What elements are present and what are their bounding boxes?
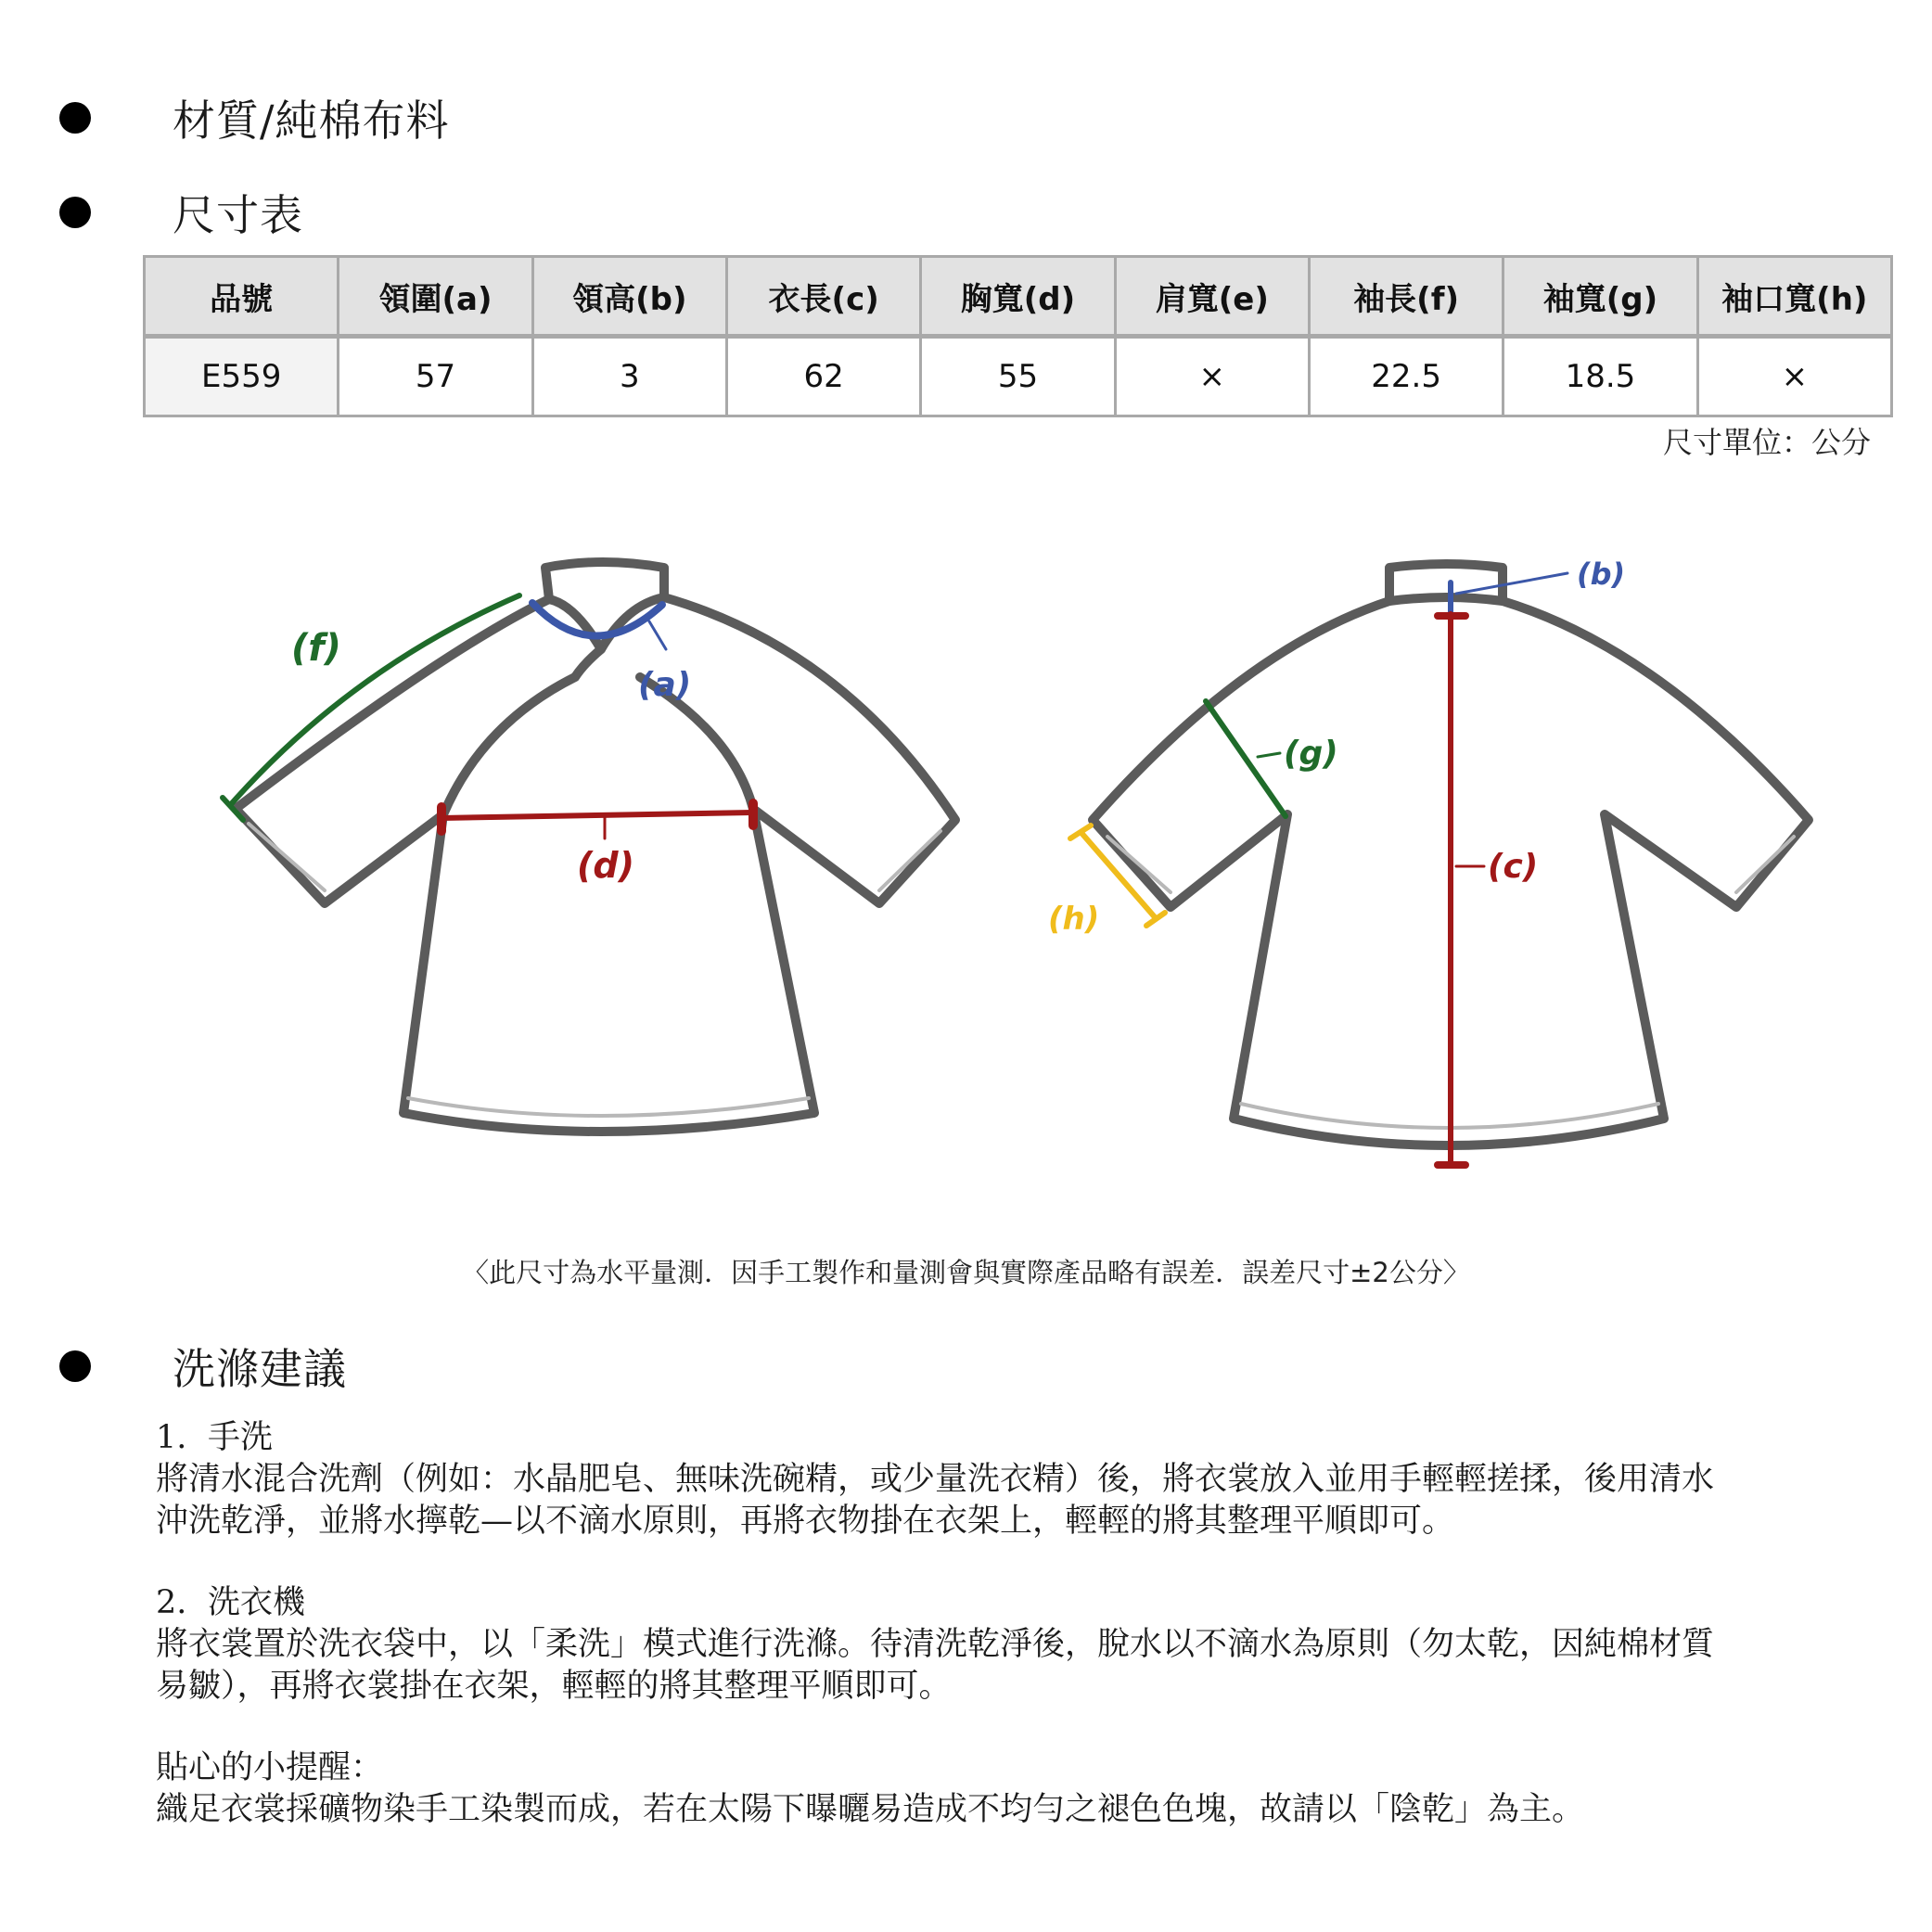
wash-item-title: 手洗 (208, 1419, 274, 1456)
wash-item-text: 沖洗乾淨，並將水擰乾—以不滴水原則，再將衣物掛在衣架上，輕輕的將其整理平順即可。 (156, 1503, 1455, 1540)
table-cell: 3 (532, 337, 726, 416)
wash-item-heading (156, 1417, 1844, 1459)
size-table (143, 255, 1893, 417)
wash-item-number: 1. (156, 1419, 187, 1456)
table-row (145, 337, 1892, 416)
bullet-icon (59, 1350, 91, 1382)
header-cell: 領高(b) (532, 257, 726, 337)
header-cell: 品號 (145, 257, 339, 337)
bullet-icon (59, 102, 91, 134)
label-b: (b) (1577, 557, 1626, 592)
header-cell: 胸寬(d) (921, 257, 1115, 337)
measurement-note: 〈此尺寸為水平量測．因手工製作和量測會與實際產品略有誤差．誤差尺寸±2公分〉 (462, 1257, 1470, 1288)
unit-note: 尺寸單位：公分 (1662, 425, 1871, 460)
wash-item-hand (156, 1417, 1844, 1542)
label-d: (d) (577, 845, 634, 886)
table-cell: × (1115, 337, 1309, 416)
label-a: (a) (638, 666, 692, 704)
tip-heading: 貼心的小提醒： (156, 1749, 384, 1786)
header-cell: 袖寬(g) (1503, 257, 1697, 337)
table-cell: 22.5 (1309, 337, 1503, 416)
washing-heading (59, 1336, 347, 1397)
header-cell: 領圍(a) (339, 257, 532, 337)
measurement-diagram (0, 519, 1932, 1224)
header-cell: 袖口寬(h) (1697, 257, 1891, 337)
label-f: (f) (291, 627, 341, 670)
table-cell: 55 (921, 337, 1115, 416)
wash-item-number: 2. (156, 1584, 187, 1621)
label-g: (g) (1284, 735, 1338, 773)
wash-item-text: 易皺），再將衣裳掛在衣架，輕輕的將其整理平順即可。 (156, 1668, 952, 1705)
measure-line-d (441, 812, 753, 818)
table-cell: × (1697, 337, 1891, 416)
size-title: 尺寸表 (173, 190, 303, 240)
wash-item-text: 將衣裳置於洗衣袋中，以「柔洗」模式進行洗滌。待清洗乾淨後，脫水以不滴水為原則（勿太乾，因純棉材質 (156, 1626, 1715, 1663)
tip-block (156, 1747, 1844, 1831)
header-cell: 衣長(c) (726, 257, 920, 337)
label-c: (c) (1488, 848, 1539, 886)
size-table-header (145, 257, 1892, 337)
wash-item-heading (156, 1582, 1844, 1624)
tip-text: 織足衣裳採礦物染手工染製而成，若在太陽下曝曬易造成不均勻之褪色色塊，故請以「陰乾」為主。 (156, 1791, 1585, 1828)
measure-line-g-tick (1258, 753, 1280, 757)
table-cell: 18.5 (1503, 337, 1697, 416)
measure-line-f (232, 595, 519, 803)
wash-item-title: 洗衣機 (208, 1584, 306, 1621)
measure-line-a-tick (649, 621, 666, 649)
wash-item-text: 將清水混合洗劑（例如：水晶肥皂、無味洗碗精，或少量洗衣精）後，將衣裳放入並用手輕輕搓揉，後用清水 (156, 1461, 1715, 1498)
bullet-icon (59, 197, 91, 228)
measure-line-b-pointer (1456, 573, 1567, 594)
table-cell: 57 (339, 337, 532, 416)
table-cell: E559 (145, 337, 339, 416)
size-heading (59, 182, 303, 243)
header-cell: 肩寬(e) (1115, 257, 1309, 337)
material-text: 材質/純棉布料 (173, 96, 450, 146)
table-cell: 62 (726, 337, 920, 416)
measure-line-g (1206, 701, 1286, 816)
washing-title: 洗滌建議 (173, 1344, 347, 1394)
wash-item-machine (156, 1582, 1844, 1708)
label-h: (h) (1048, 901, 1100, 938)
material-heading (59, 87, 450, 148)
header-cell: 袖長(f) (1309, 257, 1503, 337)
